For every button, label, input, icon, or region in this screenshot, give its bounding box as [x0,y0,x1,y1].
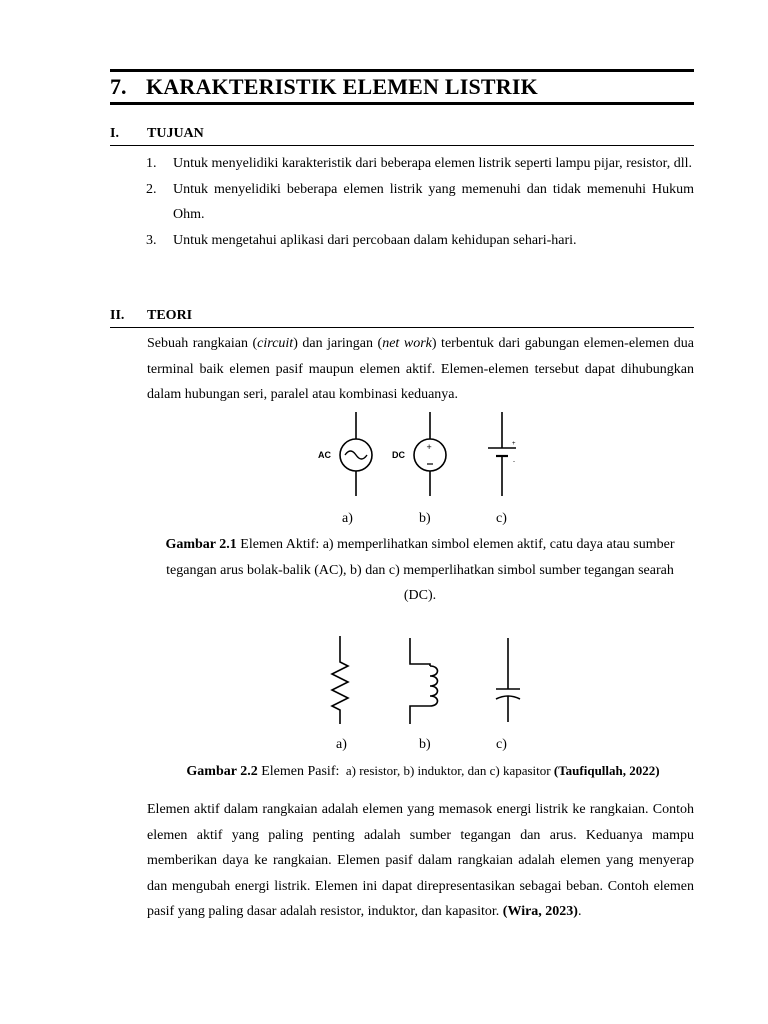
list-item-text: Untuk menyelidiki karakteristik dari beberapa elemen listrik seperti lampu pijar, resistor, dll. [173,156,693,171]
list-item [146,151,694,176]
list-item-number: 2. [146,182,157,197]
theory-intro-paragraph [147,331,694,408]
capacitor-symbol [496,638,520,722]
svg-text:-: - [513,459,515,465]
chapter-number: 7. [110,74,127,99]
caption-text: Elemen Aktif: a) memperlihatkan simbol elemen aktif, catu daya atau sumber tegangan arus bolak-balik (AC), b) dan c) memperlihatkan simbol sumber tegangan searah (DC). [166,537,675,603]
resistor-symbol [332,636,348,724]
chapter-title-block [110,69,694,105]
caption-text-2: a) resistor, b) induktor, dan c) kapasitor [339,763,554,778]
dc-source-symbol [392,412,446,496]
figure-passive-elements [312,636,532,726]
theory-closing-paragraph [147,797,694,925]
caption-label: Gambar 2.1 [165,537,237,552]
intro-term-circuit: circuit [257,336,294,351]
caption-label: Gambar 2.2 [186,764,258,779]
closing-text: Elemen aktif dalam rangkaian adalah elemen yang memasok energi listrik ke rangkaian. Contoh elemen aktif yang paling penting adalah sumber tegangan dan arus. Keduanya mampu memberikan daya ke rangkaian. Elemen pasif dalam rangkaian adalah elemen yang menyerap dan mengubah energi listrik. Elemen ini dapat direpresentasikan sebagai beban. Contoh elemen pasif yang paling dasar adalah resistor, induktor, dan kapasitor. [147,802,694,919]
section-number: I. [110,126,119,141]
list-item-number: 1. [146,156,157,171]
intro-text-3: ) terbentuk dari gabungan elemen-elemen dua terminal baik elemen pasif maupun elemen aktif. Elemen-elemen tersebut dapat dihubungkan dalam hubungan seri, paralel atau kombinasi keduanya. [147,336,694,402]
caption-citation: (Taufiqullah, 2022) [553,763,660,778]
figure1-sublabels [0,511,768,531]
section-heading-teori [110,308,694,328]
list-item [146,228,694,253]
caption-text-1: Elemen Pasif: [257,764,340,779]
figure-sublabel: c) [496,737,507,752]
list-item [146,177,694,227]
objective-list [146,151,694,254]
section-heading-tujuan [110,126,694,146]
figure-sublabel: b) [419,737,431,752]
figure-active-elements [312,410,532,500]
section-number: II. [110,308,125,323]
inductor-symbol [410,638,438,724]
closing-citation: (Wira, 2023) [502,904,578,919]
figure2-caption [80,763,766,780]
dc-label: DC [392,450,405,460]
svg-text:+: + [426,442,432,452]
closing-end: . [577,904,582,919]
section-title: TEORI [147,308,193,323]
intro-text-2: ) dan jaringan ( [293,336,383,351]
chapter-title: KARAKTERISTIK ELEMEN LISTRIK [146,74,538,99]
intro-text-1: Sebuah rangkaian ( [147,336,258,351]
figure-sublabel: a) [336,737,347,752]
figure1-caption [150,532,690,609]
figure-sublabel: c) [496,511,507,526]
ac-label: AC [318,450,331,460]
list-item-text: Untuk mengetahui aplikasi dari percobaan dalam kehidupan sehari-hari. [173,233,577,248]
figure2-sublabels [0,737,768,757]
ac-source-symbol [318,412,372,496]
list-item-text: Untuk menyelidiki beberapa elemen listrik yang memenuhi dan tidak memenuhi Hukum Ohm. [173,182,694,222]
figure-sublabel: b) [419,511,431,526]
list-item-number: 3. [146,233,157,248]
battery-symbol [488,412,516,496]
intro-term-network: net work [382,336,432,351]
svg-text:+: + [512,441,516,447]
figure-sublabel: a) [342,511,353,526]
section-title: TUJUAN [147,126,204,141]
